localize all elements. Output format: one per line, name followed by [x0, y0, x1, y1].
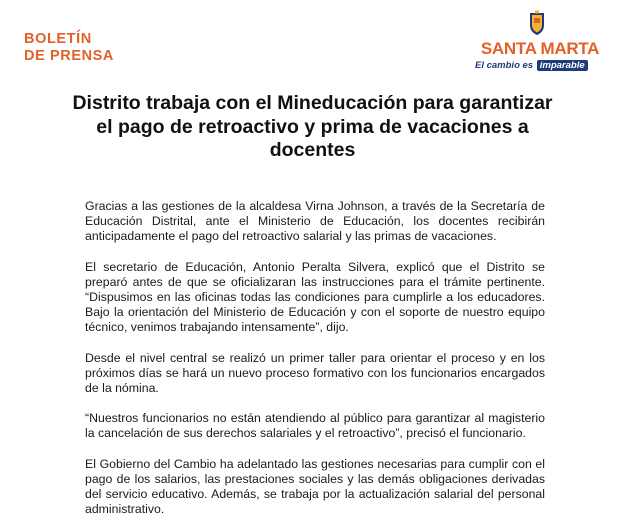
- article-body: [85, 199, 545, 532]
- paragraph: Gracias a las gestiones de la alcaldesa Virna Johnson, a través de la Secretaría de Educación Distrital, ante el Ministerio de Educación, los docentes recibirán anticipadamente el pago del retroactivo salarial y las primas de vacaciones.: [85, 199, 545, 244]
- bulletin-line-2: DE PRENSA: [24, 48, 114, 64]
- brand-name: SANTA MARTA: [480, 39, 600, 58]
- article-title: Distrito trabaja con el Mineducación para garantizar el pago de retroactivo y prima de vacaciones a docentes: [72, 92, 553, 161]
- city-crest-icon: [528, 10, 546, 36]
- paragraph: Desde el nivel central se realizó un primer taller para orientar el proceso y en los próximos días se hará un nuevo proceso formativo con los funcionarios encargados de la nómina.: [85, 350, 545, 396]
- bulletin-label: [24, 31, 114, 65]
- slogan: [475, 60, 588, 71]
- santa-marta-logo: [474, 10, 606, 76]
- slogan-highlight: imparable: [537, 60, 588, 71]
- paragraph: El Gobierno del Cambio ha adelantado las gestiones necesarias para cumplir con el pago de los salarios, las prestaciones sociales y las demás obligaciones derivadas del servicio educativo. Además, se trabaja por la actualización salarial del personal administrativo.: [85, 456, 545, 517]
- bulletin-line-1: BOLETÍN: [24, 31, 92, 47]
- paragraph: “Nuestros funcionarios no están atendiendo al público para garantizar al magisterio la cancelación de sus derechos salariales y el retroactivo”, precisó el funcionario.: [85, 411, 545, 441]
- paragraph: El secretario de Educación, Antonio Peralta Silvera, explicó que el Distrito se preparó antes de que se oficializaran las instrucciones para el trámite pertinente. “Dispusimos en las oficinas todas las condiciones para cumplirle a los educadores. Bajo la orientación del Ministerio de Educación y con el soporte de nuestro equipo técnico, venimos trabajando intensamente”, dijo.: [85, 259, 545, 335]
- slogan-prefix: El cambio es: [475, 60, 534, 71]
